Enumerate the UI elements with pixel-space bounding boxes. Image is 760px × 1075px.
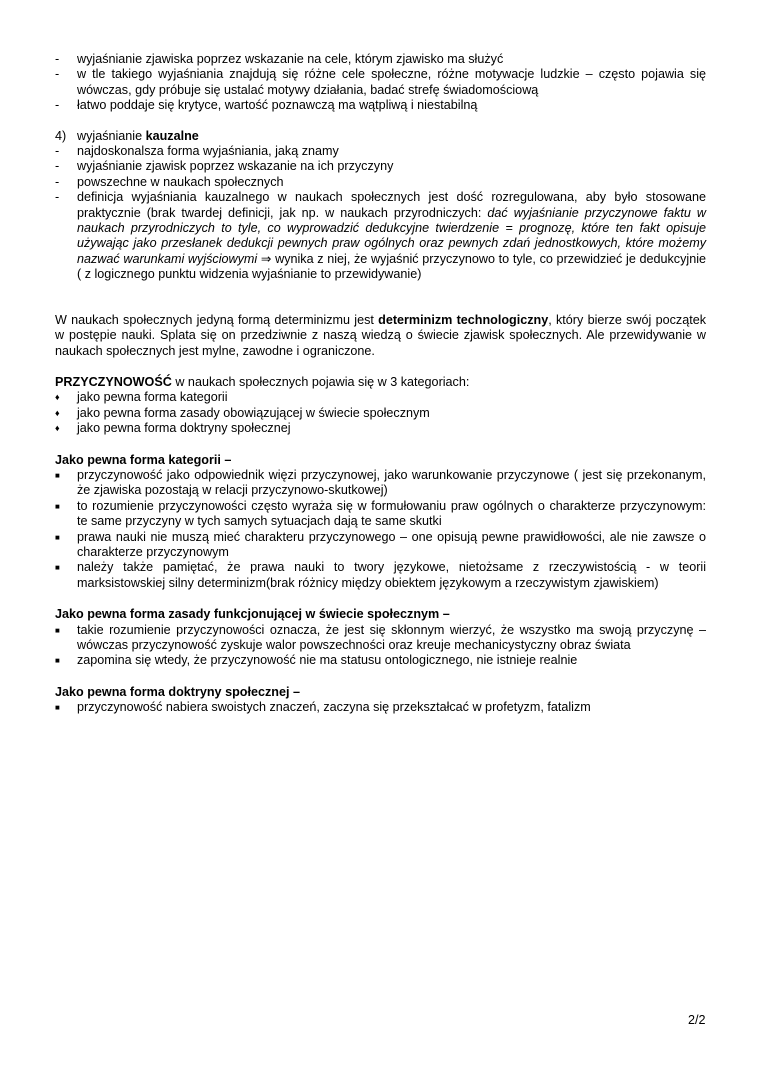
section-heading-doctrine: Jako pewna forma doktryny społecznej –: [55, 684, 300, 699]
list-item: - w tle takiego wyjaśniania znajdują się różne cele społeczne, różne motywacje ludzkie – często pojawia się wówczas, gdy próbuje się ustalać motywy działania, badać strefę świadomościową: [55, 67, 706, 97]
square-bullet-icon: ■: [55, 656, 60, 666]
dash-marker: -: [55, 174, 60, 189]
determinism-paragraph: W naukach społecznych jedyną formą determinizmu jest determinizm technologiczny, który bierze swój początek w postępie nauki. Splata się on przedziwnie z naszą wiedzą o świecie zjawisk społecznych. Ale przewidywanie w naukach społecznych jest mylne, zawodne i ograniczone.: [55, 312, 706, 358]
dash-marker: -: [55, 159, 60, 174]
list-item: ♦ jako pewna forma zasady obowiązującej w świecie społecznym: [55, 405, 430, 420]
list-item: ■ przyczynowość jako odpowiednik więzi przyczynowej, jako warunkowanie przyczynowe ( jest się przekonanym, że zjawiska pozostają w relacji przyczynowo-skutkowej): [55, 467, 706, 498]
page-number: 2/2: [688, 1013, 706, 1027]
document-page: [55, 52, 706, 716]
square-bullet-icon: ■: [55, 532, 60, 542]
square-bullet-icon: ■: [55, 470, 60, 480]
dash-marker: -: [55, 144, 60, 159]
list-item: - powszechne w naukach społecznych: [55, 174, 284, 189]
causality-intro: PRZYCZYNOWOŚĆ w naukach społecznych pojawia się w 3 kategoriach:: [55, 374, 470, 389]
diamond-bullet-icon: ♦: [55, 392, 60, 403]
section-heading-principle: Jako pewna forma zasady funkcjonującej w świecie społecznym –: [55, 607, 450, 622]
list-item: - wyjaśnianie zjawiska poprzez wskazanie na cele, którym zjawisko ma służyć: [55, 52, 504, 66]
diamond-bullet-icon: ♦: [55, 407, 60, 418]
dash-marker: -: [55, 52, 60, 66]
dash-marker: -: [55, 98, 60, 113]
principle-list: [55, 623, 706, 669]
point-4-heading: 4) wyjaśnianie kauzalne: [55, 128, 199, 143]
list-item: ■ należy także pamiętać, że prawa nauki to twory językowe, nietożsame z rzeczywistością - w teorii marksistowskiej silny determinizm(brak różnicy między obiektem językowym a rzeczywistym zjawiskiem): [55, 560, 706, 590]
square-bullet-icon: ■: [55, 625, 60, 635]
category-list: [55, 468, 706, 591]
doctrine-list: [55, 700, 706, 715]
diamond-bullet-icon: ♦: [55, 423, 60, 434]
list-item: ■ takie rozumienie przyczynowości oznacza, że jest się skłonnym wierzyć, że wszystko ma swoją przyczynę – wówczas przyczynowość zyskuje walor powszechności oraz kreuje mechanicystyczny obraz świata: [55, 622, 706, 652]
list-item: - wyjaśnianie zjawisk poprzez wskazanie na ich przyczyny: [55, 159, 394, 174]
dash-marker: -: [55, 67, 60, 82]
list-item: ■ przyczynowość nabiera swoistych znaczeń, zaczyna się przekształcać w profetyzm, fatalizm: [55, 700, 591, 715]
list-item: ♦ jako pewna forma kategorii: [55, 390, 228, 405]
teleological-list: [55, 52, 706, 114]
list-item: - łatwo poddaje się krytyce, wartość poznawczą ma wątpliwą i niestabilną: [55, 98, 478, 113]
list-item: ■ zapomina się wtedy, że przyczynowość nie ma statusu ontologicznego, nie istnieje realnie: [55, 653, 578, 668]
list-item: ■ to rozumienie przyczynowości często wyraża się w formułowaniu praw ogólnych o charakterze przyczynowym: te same przyczyny w tych samych sytuacjach dają te same skutki: [55, 498, 706, 529]
dash-marker: -: [55, 190, 60, 205]
list-item: ♦ jako pewna forma doktryny społecznej: [55, 421, 291, 436]
causality-categories-list: [55, 390, 706, 436]
definition-item: - definicja wyjaśniania kauzalnego w naukach społecznych jest dość rozregulowana, aby było stosowane praktycznie (brak twardej definicji, jak np. w naukach przyrodniczych: dać wyjaśnianie przyczynowe faktu w naukach przyrodniczych to tyle, co wyprowadzić dedukcyjne twierdzenie = prognozę, które ten fakt opisuje używając jako przesłanek dedukcji pewnych praw ogólnych oraz pewnych zdań jednostkowych, które możemy nazwać warunkami wyjściowymi ⇒ wynika z niej, że wyjaśnić przyczynowo to tyle, co przewidzieć je dedukcyjnie ( z logicznego punktu widzenia wyjaśnianie to przewidywanie): [55, 190, 707, 282]
list-item: - najdoskonalsza forma wyjaśniania, jaką znamy: [55, 144, 339, 159]
kauzalne-list: [55, 144, 706, 283]
square-bullet-icon: ■: [55, 501, 60, 511]
list-item: ■ prawa nauki nie muszą mieć charakteru przyczynowego – one opisują pewne prawidłowości, ale nie zawsze o charakterze przyczynowym: [55, 529, 706, 559]
square-bullet-icon: ■: [55, 703, 60, 713]
square-bullet-icon: ■: [55, 563, 60, 573]
section-heading-category: Jako pewna forma kategorii –: [55, 452, 232, 467]
